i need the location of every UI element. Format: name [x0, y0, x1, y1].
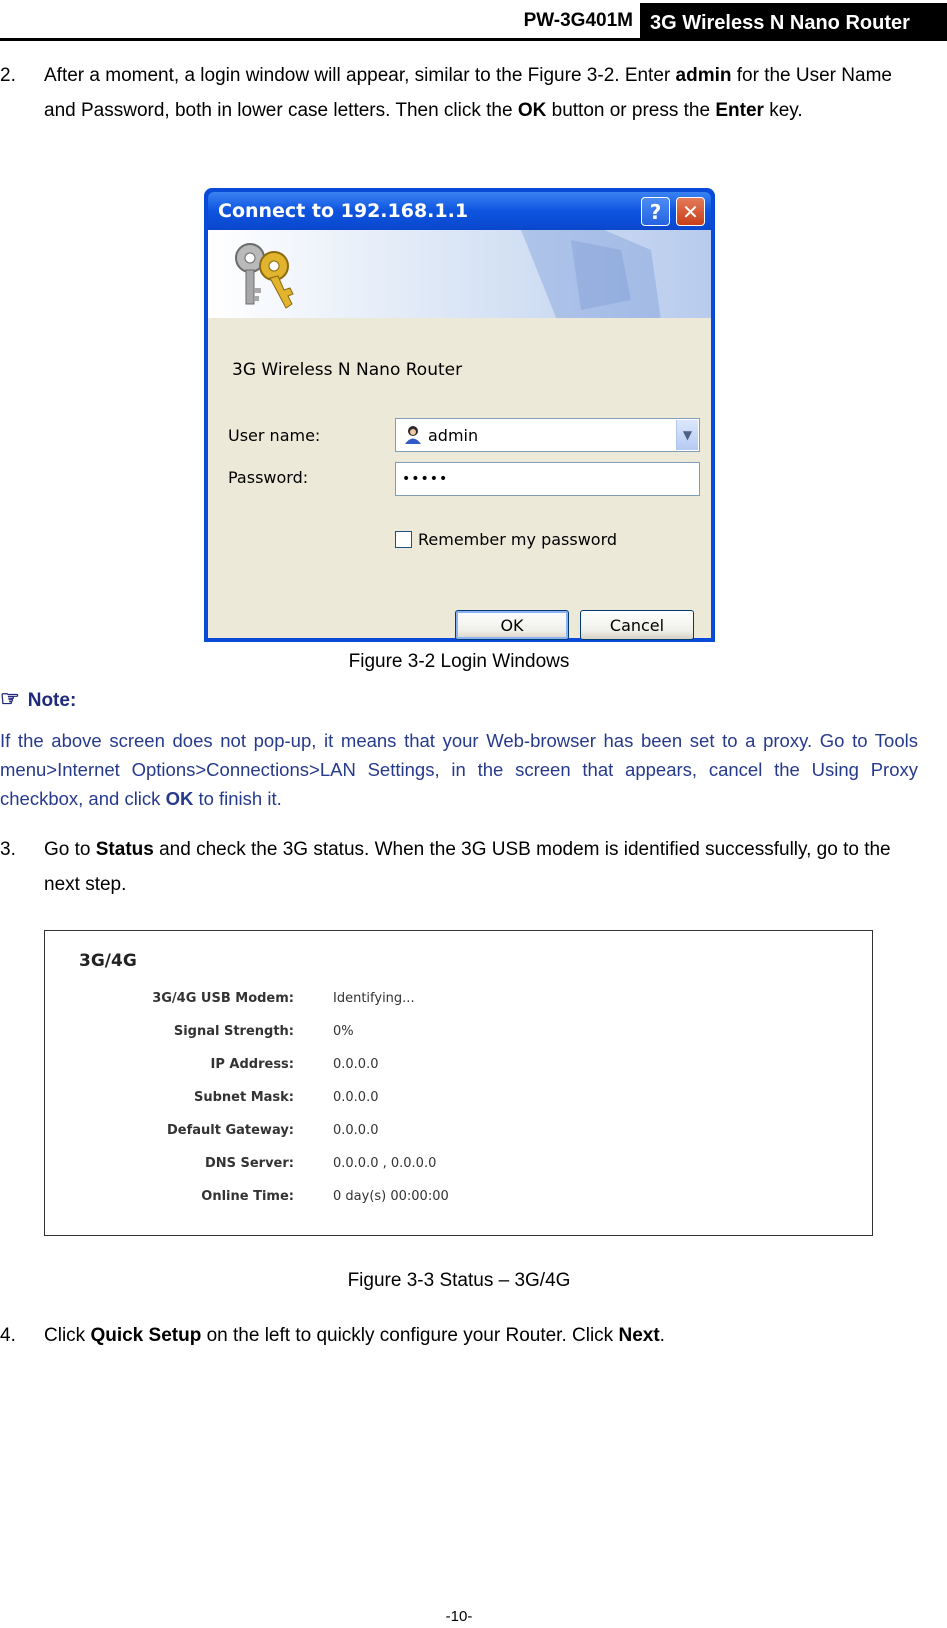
step-3-number: 3. [0, 839, 16, 860]
step-2-text-b: for the User Name and Password, both in lower case letters. Then click the [44, 65, 892, 121]
status-label: IP Address: [210, 1057, 294, 1072]
dialog-title: Connect to 192.168.1.1 [218, 200, 469, 222]
product-name: 3G Wireless N Nano Router [650, 12, 910, 34]
step-2-enter: Enter [715, 100, 764, 121]
ok-button[interactable]: OK [455, 610, 569, 640]
step-4-quick-setup: Quick Setup [90, 1325, 202, 1346]
note-text [0, 726, 918, 813]
step-2-text-a: After a moment, a login window will appear, similar to the Figure 3-2. Enter [44, 65, 676, 86]
step-4-text-c: . [659, 1325, 665, 1346]
status-value: 0.0.0.0 [333, 1057, 379, 1072]
cancel-button[interactable]: Cancel [580, 610, 694, 640]
step-4 [0, 1318, 918, 1353]
status-value: 0% [333, 1024, 354, 1039]
figure-3-2-caption: Figure 3-2 Login Windows [348, 651, 570, 672]
username-combobox[interactable] [395, 418, 700, 452]
step-2-text [44, 58, 918, 128]
step-4-text-b: on the left to quickly configure your Router. Click [201, 1325, 619, 1346]
status-label: Signal Strength: [173, 1024, 294, 1039]
keys-icon [228, 240, 298, 312]
step-4-number: 4. [0, 1325, 16, 1346]
banner-watermark-icon [501, 230, 671, 318]
step-4-next: Next [618, 1325, 660, 1346]
note-heading [0, 686, 76, 712]
username-label: User name: [228, 426, 321, 445]
status-value: 0 day(s) 00:00:00 [333, 1189, 449, 1204]
dialog-banner [208, 230, 711, 318]
status-value: 0.0.0.0 [333, 1090, 379, 1105]
model-number: PW-3G401M [523, 10, 633, 31]
status-value: 0.0.0.0 [333, 1123, 379, 1138]
step-4-text [44, 1318, 918, 1353]
step-2 [0, 58, 918, 128]
checkbox-box[interactable] [395, 531, 412, 548]
step-2-text-d: key. [763, 100, 803, 121]
step-2-number: 2. [0, 65, 16, 86]
pointing-hand-icon: ☞ [0, 686, 20, 711]
page-number: -10- [445, 1608, 473, 1625]
remember-password-checkbox[interactable] [395, 530, 617, 549]
step-2-admin: admin [675, 65, 732, 86]
step-3 [0, 832, 918, 902]
close-button[interactable]: ✕ [676, 197, 705, 226]
login-dialog [204, 188, 715, 642]
dialog-title-bar [208, 192, 711, 230]
help-button[interactable]: ? [641, 197, 670, 226]
note-ok: OK [165, 788, 194, 809]
status-label: Default Gateway: [166, 1123, 294, 1138]
status-value: 0.0.0.0 , 0.0.0.0 [333, 1156, 437, 1171]
step-4-text-a: Click [44, 1325, 91, 1346]
dialog-realm: 3G Wireless N Nano Router [232, 360, 463, 380]
step-3-status: Status [95, 839, 154, 860]
status-label: 3G/4G USB Modem: [152, 991, 294, 1006]
figure-3-3-caption: Figure 3-3 Status – 3G/4G [347, 1270, 571, 1291]
status-label: DNS Server: [204, 1156, 294, 1171]
password-label: Password: [228, 468, 309, 487]
chevron-down-icon[interactable]: ▼ [676, 420, 698, 450]
step-3-text-a: Go to [44, 839, 96, 860]
user-avatar-icon [404, 425, 422, 445]
page-header [0, 0, 947, 40]
status-label: Online Time: [201, 1189, 294, 1204]
status-panel [44, 930, 873, 1236]
step-3-text [44, 832, 918, 902]
status-label: Subnet Mask: [193, 1090, 294, 1105]
step-2-ok: OK [517, 100, 547, 121]
password-field[interactable]: ••••• [395, 462, 700, 496]
status-value: Identifying... [333, 991, 415, 1006]
note-text-a: If the above screen does not pop-up, it means that your Web-browser has been set to a proxy. Go to Tools menu>Internet Options>Connections>LAN Settings, in the screen that appears, cancel the Using Proxy checkbox, and click [0, 730, 918, 809]
note-title: Note: [27, 690, 77, 711]
dialog-body [208, 230, 711, 638]
remember-password-label: Remember my password [418, 530, 618, 549]
product-name-box [640, 3, 947, 41]
note-text-b: to finish it. [193, 788, 282, 809]
step-3-text-b: and check the 3G status. When the 3G USB modem is identified successfully, go to the next step. [44, 839, 891, 895]
username-value: admin [428, 425, 479, 445]
step-2-text-c: button or press the [546, 100, 716, 121]
header-rule [0, 38, 947, 41]
status-title: 3G/4G [79, 951, 137, 971]
